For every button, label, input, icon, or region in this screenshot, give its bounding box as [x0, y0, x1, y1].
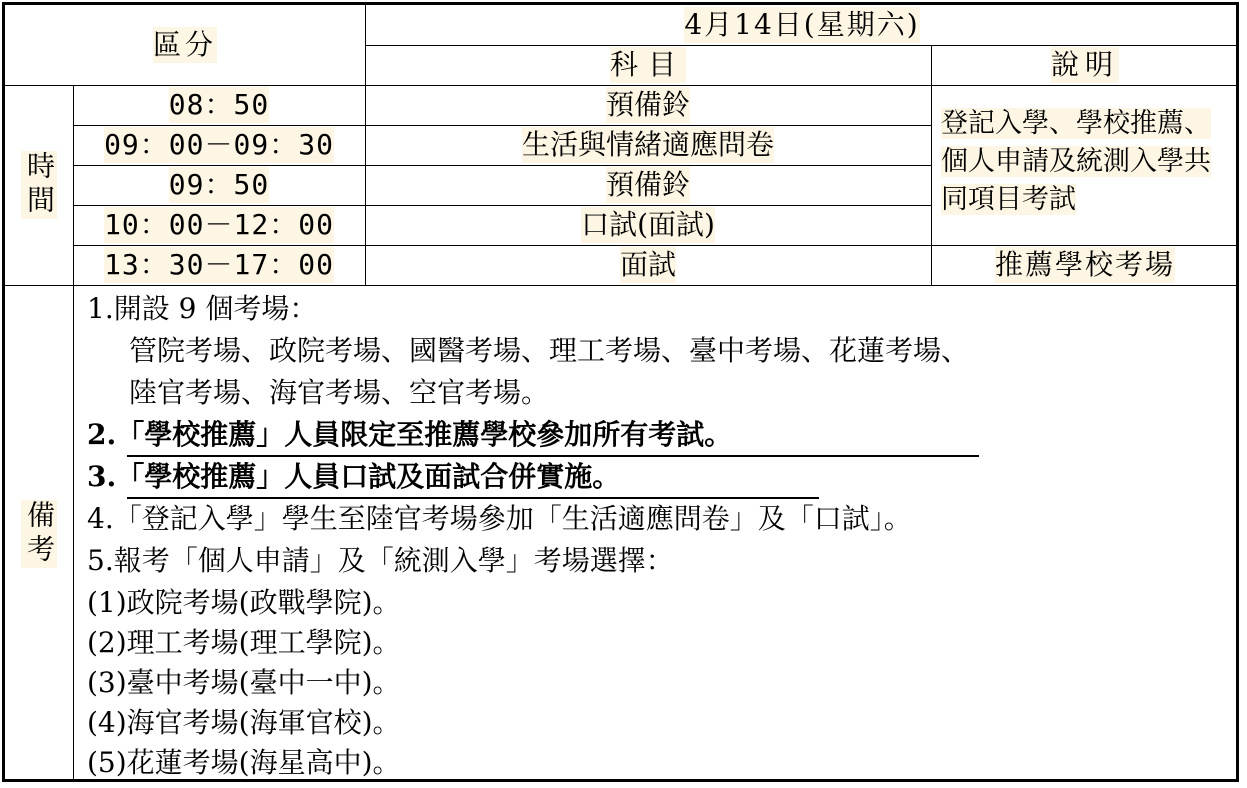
time-cell: 10：00－12：00: [104, 208, 334, 241]
note-line: 1.開設 9 個考場：: [87, 292, 318, 325]
note-line: 4.「登記入學」學生至陸官考場參加「生活適應問卷」及「口試」。: [87, 502, 912, 535]
note-underline: [127, 497, 819, 499]
subject-cell: 口試(面試): [581, 208, 715, 241]
grid-line: [365, 5, 366, 285]
description-last-text: 推薦學校考場: [994, 248, 1175, 281]
grid-line: [931, 45, 932, 285]
subject-cell: 預備鈴: [605, 168, 690, 201]
description-main-cell: [931, 85, 1239, 245]
category-header-cell: [5, 5, 365, 85]
grid-line: [365, 45, 1239, 46]
grid-line: [73, 85, 74, 782]
note-line-emphasis: 2.「學校推薦」人員限定至推薦學校參加所有考試。: [87, 418, 733, 451]
note-underline: [127, 455, 979, 457]
date-header-label: 4月14日(星期六): [684, 8, 920, 41]
subject-cell: 生活與情緒適應問卷: [521, 128, 774, 161]
note-line: (4)海官考場(海軍官校)。: [87, 706, 401, 739]
note-line-emphasis: 3.「學校推薦」人員口試及面試合併實施。: [87, 460, 621, 493]
grid-line: [5, 285, 1239, 286]
note-line: 5.報考「個人申請」及「統測入學」考場選擇：: [87, 544, 674, 577]
subject-header-cell: [365, 45, 931, 85]
description-main-text: 登記入學、學校推薦、個人申請及統測入學共同項目考試: [941, 108, 1211, 215]
grid-line: [73, 245, 1239, 246]
date-header-cell: [365, 5, 1239, 45]
grid-line: [5, 85, 1239, 86]
notes-section-label: 備考: [23, 499, 56, 568]
note-line: 陸官考場、海官考場、空官考場。: [129, 376, 550, 409]
notes-cell: [73, 285, 1239, 782]
time-cell: 09：50: [168, 168, 270, 201]
grid-line: [73, 125, 931, 126]
grid-line: [73, 205, 931, 206]
time-cell: 08：50: [168, 88, 270, 121]
grid-line: [73, 165, 931, 166]
subject-cell: 預備鈴: [605, 88, 690, 121]
time-section-label-cell: [5, 85, 73, 285]
note-line: (5)花蓮考場(海星高中)。: [87, 746, 401, 779]
subject-cell: 面試: [619, 248, 676, 281]
description-header-cell: [931, 45, 1239, 85]
description-last-cell: [931, 245, 1239, 285]
schedule-table: [2, 2, 1239, 782]
note-line: (2)理工考場(理工學院)。: [87, 626, 401, 659]
notes-section-label-cell: [5, 285, 73, 782]
note-line: (3)臺中考場(臺中一中)。: [87, 666, 401, 699]
time-cell: 09：00－09：30: [104, 128, 334, 161]
subject-header-label: 科目: [609, 48, 686, 81]
note-line: 管院考場、政院考場、國醫考場、理工考場、臺中考場、花蓮考場、: [129, 334, 970, 367]
time-section-label: 時間: [23, 151, 56, 219]
time-cell: 13：30－17：00: [104, 248, 334, 281]
category-header-label: 區分: [152, 28, 217, 61]
note-line: (1)政院考場(政戰學院)。: [87, 586, 401, 619]
description-header-label: 說明: [1050, 48, 1119, 81]
